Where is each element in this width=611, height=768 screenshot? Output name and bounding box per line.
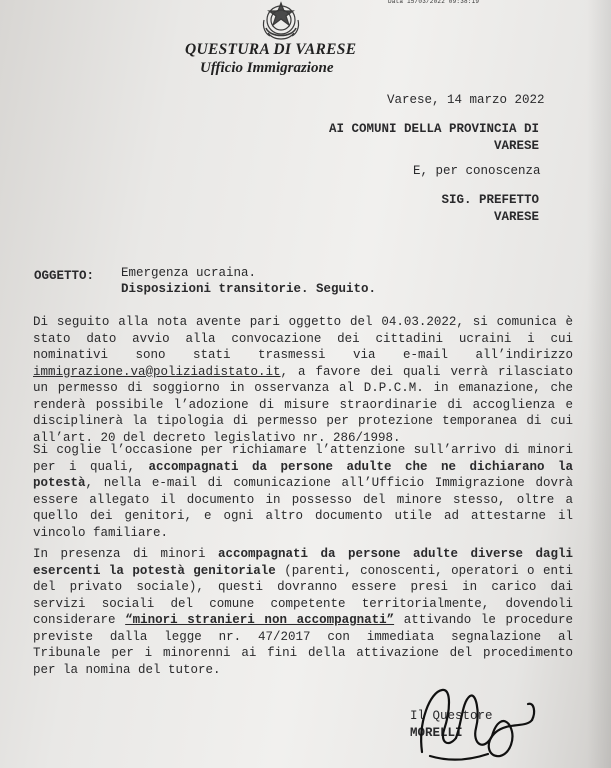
emphasis-text: accompagnati da persone adulte che ne dichiarano la potestà — [33, 459, 573, 490]
handwritten-signature-icon — [400, 682, 545, 768]
signature-title: Il Questore — [410, 709, 493, 723]
recipient-city: VARESE — [493, 138, 539, 153]
subject-label: OGGETTO: — [34, 269, 95, 283]
paragraph-unaccompanied-minors — [33, 546, 573, 678]
emphasis-underlined-text: “minori stranieri non accompagnati” — [125, 613, 395, 627]
paragraph-text: attivando le procedure previste dalla legge nr. 47/2017 con immediata segnalazione al Tribunale per i minorenni ai fini della attivazione del procedimento per la nomina del tutore. — [33, 613, 574, 677]
recipient-line: AI COMUNI DELLA PROVINCIA DI — [328, 122, 539, 136]
page-edge-shadow — [587, 0, 611, 768]
emphasis-text: accompagnati da persone adulte diverse dagli esercenti la potestà genitoriale — [33, 547, 574, 578]
paragraph-minors-accompanied — [33, 442, 573, 541]
paragraph-text: Di seguito alla nota avente pari oggetto del 04.03.2022, si comunica è stato dato avvio alla convocazione dei cittadini ucraini i cui nominativi sono stati trasmessi via e-mail all’indirizzo — [33, 315, 573, 362]
signature-name: MORELLI — [410, 726, 463, 740]
cc-label: E, per conoscenza — [413, 164, 541, 178]
paragraph-text: , nella e-mail di comunicazione all’Ufficio Immigrazione dovrà essere allegato il documento in possesso del minore stesso, oltre a quello dei genitori, e ogni altro documento utile ad attestarne il vincolo familiare. — [33, 476, 573, 540]
prefetto-city: VARESE — [493, 209, 539, 224]
protocol-stamp: Data 15/03/2022 09:38:19 — [388, 0, 480, 5]
department-name: Ufficio Immigrazione — [200, 60, 334, 76]
prefetto-block — [413, 192, 539, 225]
email-link[interactable]: immigrazione.va@poliziadistato.it — [33, 364, 281, 379]
paragraph-text: In presenza di minori — [33, 547, 218, 561]
recipient-block — [283, 121, 539, 154]
date-line: Varese, 14 marzo 2022 — [387, 93, 545, 107]
paragraph-text: (parenti, conoscenti, operatori o enti del privato sociale), questi dovranno essere presi in carico dai servizi sociali del comune competente territorialmente, dovendoli considerare — [33, 563, 573, 627]
office-name: QUESTURA DI VARESE — [185, 41, 357, 58]
subject-line-1: Emergenza ucraina. — [121, 266, 257, 280]
italian-republic-emblem-icon — [256, 0, 306, 44]
paragraph-text: Si coglie l’occasione per richiamare l’attenzione sull’arrivo di minori per i quali, — [33, 443, 573, 474]
paragraph-convocation — [33, 314, 573, 446]
subject-line-2: Disposizioni transitorie. Seguito. — [121, 282, 377, 296]
paragraph-text: , a favore dei quali verrà rilasciato un permesso di soggiorno in osservanza al D.P.C.M. in emanazione, che renderà possibile l’adozione di misure straordinarie di accoglienza e disciplinerà la tipologia di permesso per protezione temporanea di cui all’art. 20 del decreto legislativo nr. 286/1998. — [33, 364, 573, 445]
prefetto-title: SIG. PREFETTO — [441, 193, 539, 207]
